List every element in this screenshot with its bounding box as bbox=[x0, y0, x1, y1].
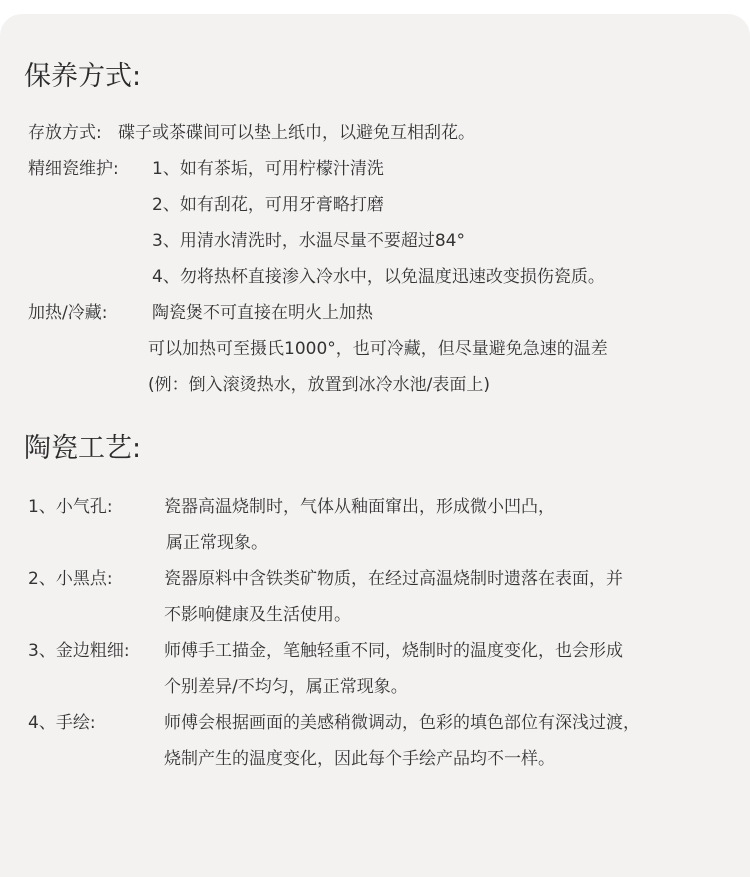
heat-line: 可以加热可至摄氏1000°，也可冷藏，但尽量避免急速的温差 bbox=[148, 339, 608, 359]
craft-item-label: 2、小黑点: bbox=[28, 569, 113, 589]
craft-item-label: 3、金边粗细: bbox=[28, 641, 130, 661]
craft-item-text: 烧制产生的温度变化，因此每个手绘产品均不一样。 bbox=[164, 749, 555, 769]
care-item: 4、勿将热杯直接渗入冷水中，以免温度迅速改变损伤瓷质。 bbox=[152, 267, 605, 287]
craft-item-text: 属正常现象。 bbox=[166, 533, 268, 553]
craft-heading bbox=[22, 432, 145, 466]
craft-item-text: 不影响健康及生活使用。 bbox=[164, 605, 351, 625]
care-item: 3、用清水清洗时，水温尽量不要超过84° bbox=[152, 231, 465, 251]
maintenance-heading bbox=[22, 60, 145, 94]
care-label: 精细瓷维护: bbox=[28, 159, 119, 179]
craft-item-text: 瓷器高温烧制时，气体从釉面窜出，形成微小凹凸， bbox=[164, 497, 555, 517]
craft-item-label: 1、小气孔: bbox=[28, 497, 113, 517]
maintenance-title: 保养方式: bbox=[24, 61, 142, 92]
heat-line: (例：倒入滚烫热水，放置到冰冷水池/表面上) bbox=[148, 375, 490, 395]
storage-label: 存放方式: bbox=[28, 123, 102, 143]
craft-item-text: 瓷器原料中含铁类矿物质，在经过高温烧制时遗落在表面，并 bbox=[164, 569, 623, 589]
craft-item-text: 师傅会根据画面的美感稍微调动，色彩的填色部位有深浅过渡， bbox=[164, 713, 640, 733]
craft-item-label: 4、手绘: bbox=[28, 713, 96, 733]
craft-item-text: 师傅手工描金，笔触轻重不同，烧制时的温度变化，也会形成 bbox=[164, 641, 623, 661]
craft-title: 陶瓷工艺: bbox=[24, 433, 142, 464]
care-item: 2、如有刮花，可用牙膏略打磨 bbox=[152, 195, 384, 215]
storage-text: 碟子或茶碟间可以垫上纸巾，以避免互相刮花。 bbox=[118, 123, 475, 143]
craft-item-text: 个别差异/不均匀，属正常现象。 bbox=[164, 677, 408, 697]
heat-label: 加热/冷藏: bbox=[28, 303, 108, 323]
care-item: 1、如有茶垢，可用柠檬汁清洗 bbox=[152, 159, 384, 179]
heat-line: 陶瓷煲不可直接在明火上加热 bbox=[152, 303, 373, 323]
